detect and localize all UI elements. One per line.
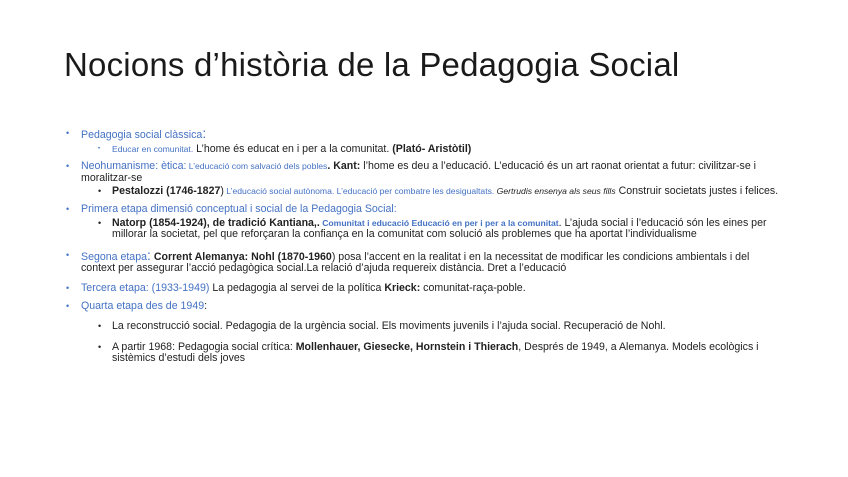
bullet-icon: •	[98, 321, 102, 332]
bullet-heading: Quarta etapa des de 1949	[81, 299, 205, 312]
bullet-heading: Pedagogia social clàssica	[81, 129, 203, 141]
bullet-heading: Tercera etapa: (1933-1949)	[81, 281, 210, 294]
subbullet-text: A partir 1968: Pedagogia social crítica:	[112, 340, 296, 353]
subbullet-text: Construir societats justes i felices.	[615, 185, 779, 198]
subbullet-italic: Gertrudis ensenya als seus fills	[494, 186, 616, 197]
subbullet-text: . L’ajuda social i l’educació són les eines per millorar la societat, pel que reforçaran la confiança en la comunitat com solució als problemes que ha aportat l’individualisme	[112, 216, 767, 241]
bullet-icon: •	[98, 186, 102, 197]
bullet-blue-small: L’educació com salvació dels pobles	[186, 161, 328, 172]
subbullet-text: La reconstrucció social. Pedagogia de la urgència social. Els moviments juvenils i l’ajuda social. Recuperació de Nohl.	[112, 320, 666, 333]
bullet-heading: Segona etapa	[81, 250, 147, 263]
bullet-icon: •	[66, 300, 70, 311]
subbullet-educar-en-comunitat	[66, 144, 782, 156]
bullet-text: l’home es deu a l’educació. L’educació és un art raonat orientat a futur: civilitzar-se i moralitzar-se	[81, 160, 757, 184]
subbullet-blue-text: Educar en comunitat.	[112, 143, 194, 154]
subbullet-blue-small: Comunitat i educació Educació en per i per a la comunitat	[319, 217, 559, 228]
subbullet-bold: (Plató- Aristòtil)	[392, 142, 472, 155]
bullet-icon: •	[66, 282, 70, 293]
subbullet-natorp	[66, 218, 782, 241]
subbullet-bold: Pestalozzi (1746-1827	[112, 185, 221, 198]
bullet-bold: Corrent Alemanya: Nohl (1870-1960	[150, 250, 332, 263]
subbullet-text: L’home és educat en i per a la comunitat.	[193, 142, 393, 155]
bullet-heading: Neohumanisme: ètica:	[81, 160, 187, 173]
bullet-icon: •	[66, 249, 70, 260]
bullet-heading: Primera etapa dimensió conceptual i social de la Pedagogia Social:	[81, 202, 397, 215]
bullet-text: ) posa l’accent en la realitat i en la necessitat de modificar les condicions ambientals i del context per assegurar l’acció pedagògica social.La relació d’ajuda requereix distància. Dret a l’educació	[81, 250, 750, 275]
subbullet-paren: )	[220, 185, 224, 198]
bullet-icon: •	[66, 203, 70, 214]
bullet-bold: Krieck:	[384, 281, 421, 294]
subbullet-pedagogia-critica	[66, 342, 782, 365]
slide-content	[66, 125, 782, 365]
bullet-colon: :	[204, 299, 208, 312]
subbullet-bold: Natorp (1854-1924), de tradició Kantiana,.	[112, 216, 320, 229]
bullet-text-2: comunitat-raça-poble.	[420, 281, 526, 294]
bullet-colon: :	[202, 125, 207, 141]
subbullet-blue-small: L’educació social autònoma. L’educació per combatre les desigualtats.	[223, 186, 495, 197]
bullet-tercera-etapa	[66, 283, 782, 295]
slide-title: Nocions d’història de la Pedagogia Social	[64, 46, 680, 83]
subbullet-pestalozzi	[66, 186, 782, 198]
bullet-icon: •	[98, 341, 102, 352]
bullet-text: La pedagogia al servei de la política	[209, 281, 385, 294]
bullet-neohumanisme	[66, 161, 782, 184]
subbullet-reconstruccio	[66, 321, 782, 333]
subbullet-text-2: , Després de 1949, a Alemanya. Models ecològics i sistèmics d’estudi dels joves	[112, 340, 759, 365]
bullet-icon: •	[66, 161, 70, 172]
bullet-icon: •	[98, 145, 101, 152]
bullet-pedagogia-social-classica	[66, 125, 782, 142]
bullet-segona-etapa	[66, 246, 782, 275]
bullet-icon: •	[66, 128, 70, 138]
bullet-primera-etapa	[66, 204, 782, 216]
bullet-bold: . Kant:	[327, 160, 361, 173]
bullet-icon: •	[98, 217, 102, 228]
subbullet-bold: Mollenhauer, Giesecke, Hornstein i Thierach	[295, 340, 519, 353]
bullet-colon: :	[146, 246, 151, 263]
bullet-quarta-etapa	[66, 301, 782, 313]
